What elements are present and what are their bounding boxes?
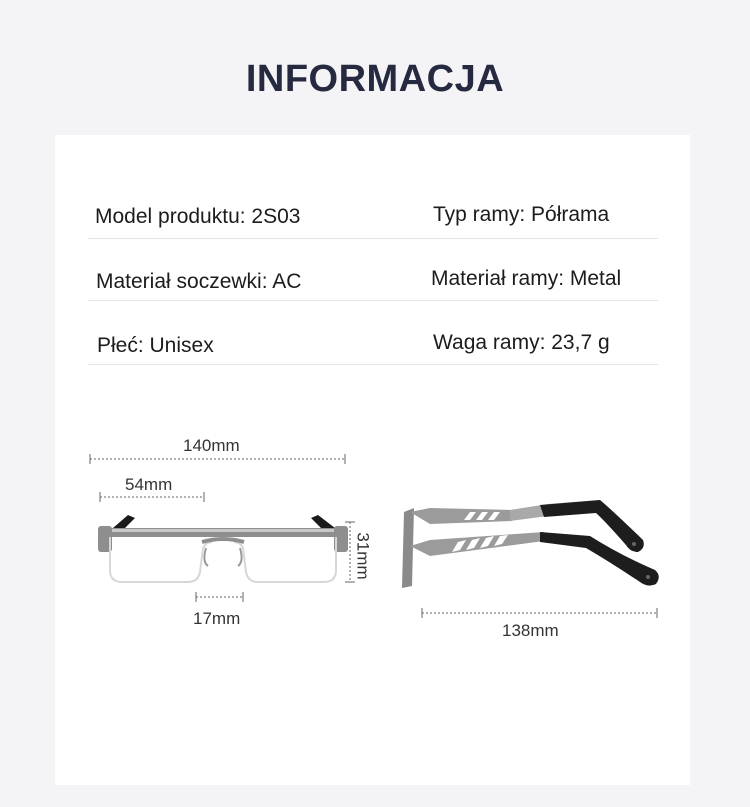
dimension-lens-height: 31mm bbox=[353, 532, 373, 580]
dimension-total-width: 140mm bbox=[183, 436, 240, 455]
spec-model: Model produktu: 2S03 bbox=[95, 205, 301, 228]
spec-frame-weight: Waga ramy: 23,7 g bbox=[433, 331, 610, 354]
spec-frame-material: Materiał ramy: Metal bbox=[431, 267, 622, 290]
dimension-lens-width: 54mm bbox=[125, 475, 173, 494]
glasses-front-view bbox=[98, 515, 348, 582]
spec-gender: Płeć: Unisex bbox=[97, 334, 214, 357]
spec-lens-material: Materiał soczewki: AC bbox=[96, 270, 302, 293]
spec-frame-type: Typ ramy: Półrama bbox=[433, 203, 610, 226]
glasses-side-view bbox=[402, 500, 659, 588]
dimension-bridge: 17mm bbox=[193, 609, 241, 628]
page-title: INFORMACJA bbox=[245, 58, 505, 100]
dimension-temple-length: 138mm bbox=[502, 621, 559, 640]
